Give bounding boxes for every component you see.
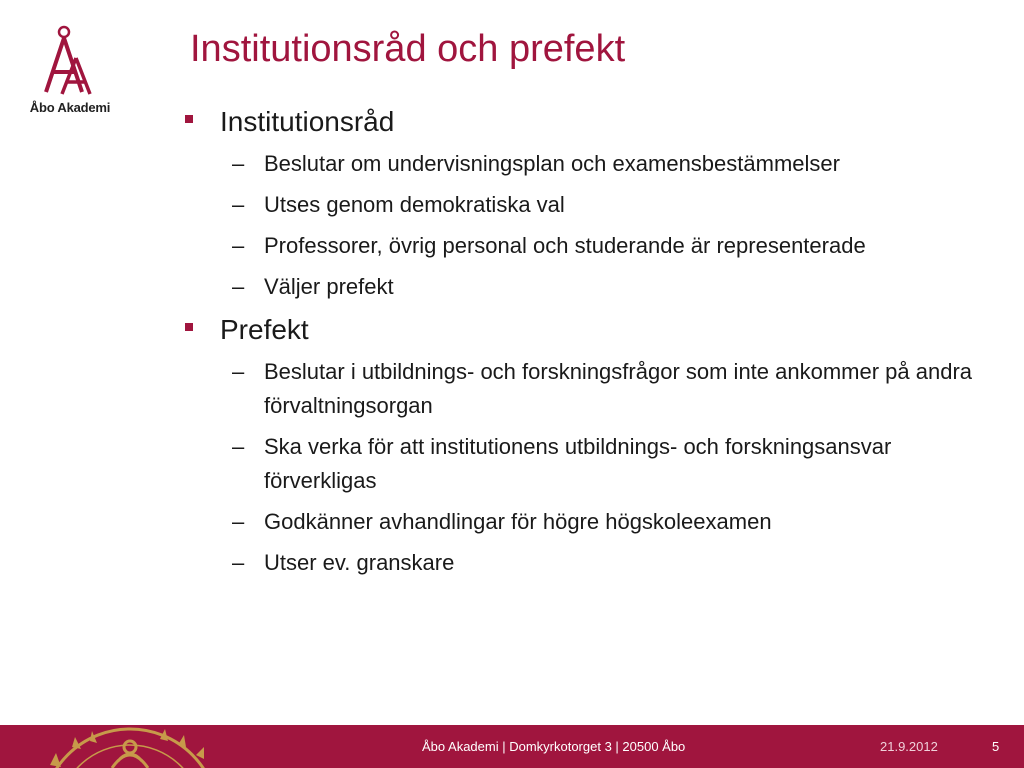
dash-icon: –: [232, 509, 245, 534]
bullet-institutionsrad: [180, 104, 980, 140]
logo-wordmark: Åbo Akademi: [29, 100, 111, 115]
sub-bullet-text: Utses genom demokratiska val: [264, 192, 565, 217]
square-bullet-icon: [185, 323, 193, 331]
sub-bullet: [180, 430, 980, 498]
sub-bullet-text: Väljer prefekt: [264, 274, 394, 299]
sub-bullet-text: Beslutar om undervisningsplan och examensbestämmelser: [264, 151, 840, 176]
abo-akademi-logo-icon: [24, 24, 116, 100]
footer-bar: [0, 725, 1024, 768]
sub-bullet: [180, 270, 980, 304]
sub-bullet-text: Ska verka för att institutionens utbildnings- och forskningsansvar förverkligas: [264, 434, 892, 493]
sub-bullet-text: Professorer, övrig personal och studerande är representerade: [264, 233, 866, 258]
bullet-prefekt: [180, 312, 980, 348]
dash-icon: –: [232, 274, 245, 299]
sub-bullet: [180, 188, 980, 222]
page-number: 5: [992, 739, 1000, 754]
dash-icon: –: [232, 233, 245, 258]
dash-icon: –: [232, 359, 245, 384]
abo-akademi-logo: [24, 24, 116, 120]
university-seal-icon: [0, 725, 260, 768]
sub-bullet: [180, 147, 980, 181]
sub-bullet: [180, 546, 980, 580]
dash-icon: –: [232, 151, 245, 176]
dash-icon: –: [232, 192, 245, 217]
sub-bullet-text: Beslutar i utbildnings- och forskningsfrågor som inte ankommer på andra förvaltningsorgan: [264, 359, 973, 418]
footer-address: Åbo Akademi | Domkyrkotorget 3 | 20500 Åbo: [422, 739, 686, 754]
square-bullet-icon: [185, 115, 193, 123]
sub-bullet-text: Godkänner avhandlingar för högre högskoleexamen: [264, 509, 772, 534]
sub-bullet: [180, 355, 980, 423]
sub-bullet-text: Utser ev. granskare: [264, 550, 455, 575]
slide-body: [180, 104, 980, 580]
bullet-text: Institutionsråd: [220, 106, 395, 137]
bullet-text: Prefekt: [220, 314, 309, 345]
sub-bullet: [180, 229, 980, 263]
footer-date: 21.9.2012: [880, 739, 938, 754]
dash-icon: –: [232, 434, 245, 459]
slide-title: Institutionsråd och prefekt: [190, 28, 626, 70]
dash-icon: –: [232, 550, 245, 575]
sub-bullet: [180, 505, 980, 539]
